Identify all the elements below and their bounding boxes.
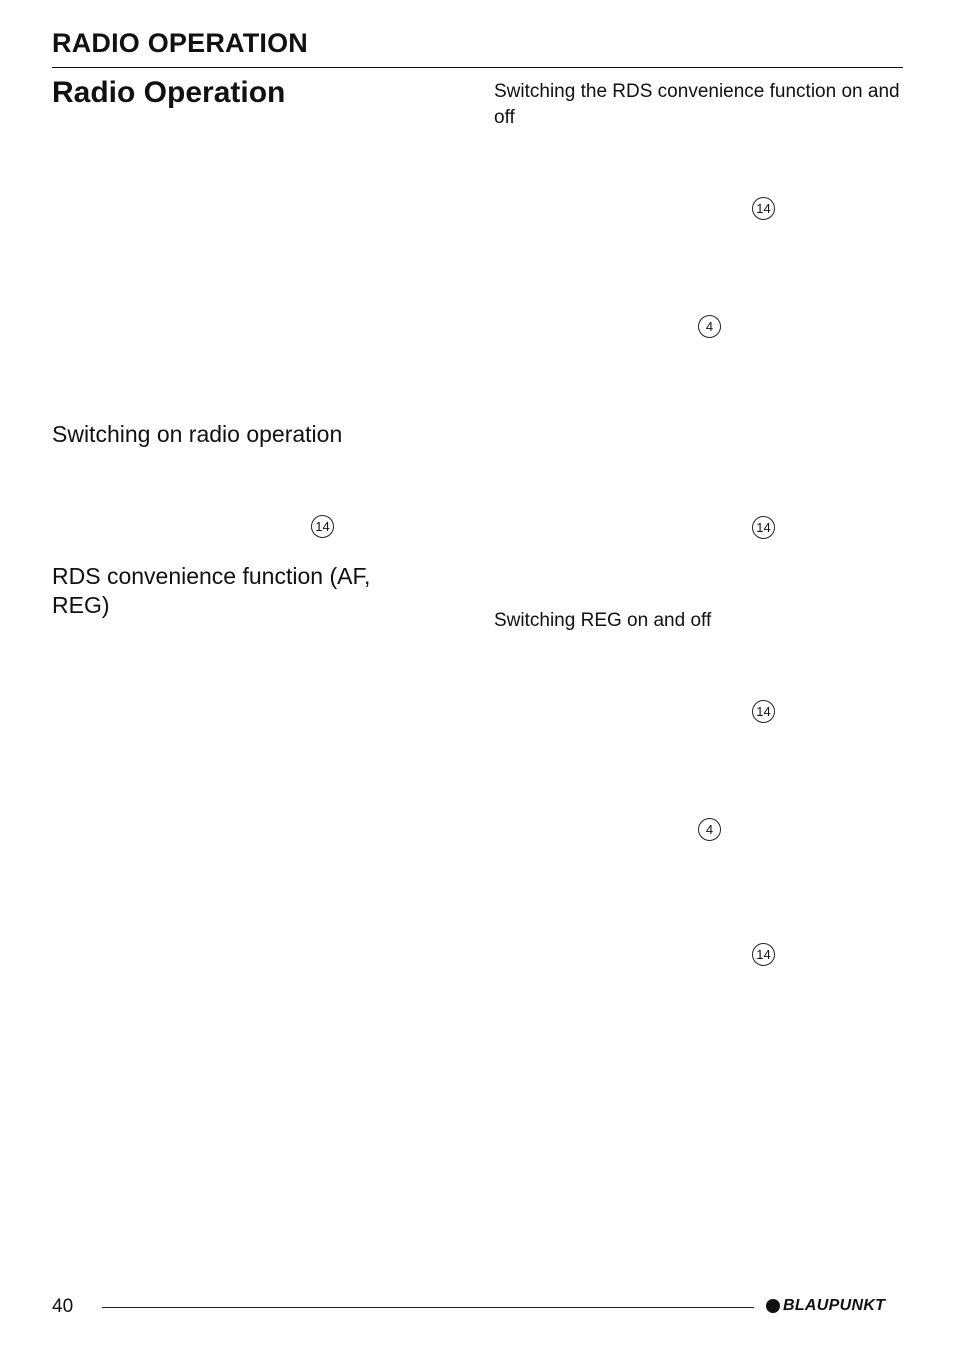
page-title: Radio Operation (52, 76, 286, 109)
footer-divider (102, 1307, 754, 1308)
reg-heading: Switching REG on and off (494, 610, 712, 631)
brand-logo (766, 1297, 885, 1315)
key-reference-badge: 14 (311, 515, 334, 538)
rds-heading: RDS convenience function (AF, REG) (52, 563, 371, 618)
key-reference-badge: 4 (698, 315, 721, 338)
brand-name: BLAUPUNKT (783, 1297, 886, 1314)
header-divider (52, 67, 903, 68)
key-reference-badge: 14 (752, 197, 775, 220)
key-reference-badge: 14 (752, 943, 775, 966)
brand-dot-icon (766, 1299, 780, 1313)
rds-switch-heading: Switching the RDS convenience function on and off (494, 81, 900, 128)
section-header: RADIO OPERATION (52, 28, 309, 58)
key-reference-badge: 14 (752, 700, 775, 723)
key-reference-badge: 14 (752, 516, 775, 539)
page-number: 40 (52, 1296, 74, 1317)
switching-on-heading: Switching on radio operation (52, 421, 343, 447)
key-reference-badge: 4 (698, 818, 721, 841)
